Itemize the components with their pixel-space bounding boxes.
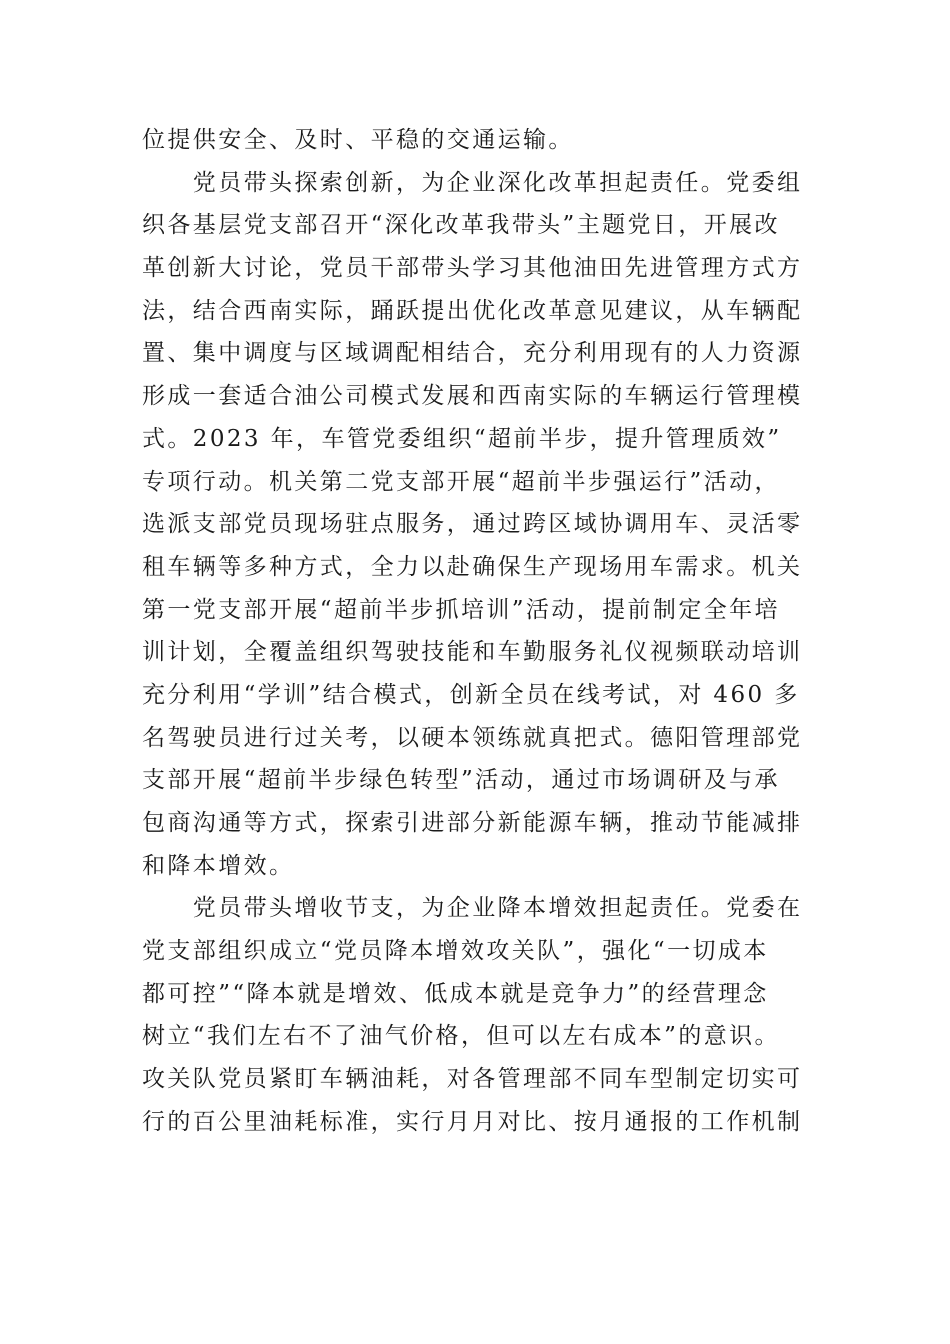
text-line: 形成一套适合油公司模式发展和西南实际的车辆运行管理模 [142,383,803,410]
text-line: 位提供安全、及时、平稳的交通运输。 [142,127,574,153]
text-line: 名驾驶员进行过关考，以硬本领练就真把式。德阳管理部党 [142,724,803,751]
text-line: 党支部组织成立“党员降本增效攻关队”，强化“一切成本 [142,938,769,965]
text-line: 置、集中调度与区域调配相结合，充分利用现有的人力资源 [142,340,803,367]
text-line: 行的百公里油耗标准，实行月月对比、按月通报的工作机制 [142,1108,803,1135]
text-line: 和降本增效。 [142,852,295,879]
text-line: 支部开展“超前半步绿色转型”活动，通过市场调研及与承 [142,767,780,794]
text-line: 式。2023 年，车管党委组织“超前半步，提升管理质效” [142,425,782,452]
text-line: 训计划，全覆盖组织驾驶技能和车勤服务礼仪视频联动培训 [142,639,803,666]
text-line: 第一党支部开展“超前半步抓培训”活动，提前制定全年培 [142,596,780,623]
text-line: 革创新大讨论，党员干部带头学习其他油田先进管理方式方 [142,255,803,282]
text-line: 充分利用“学训”结合模式，创新全员在线考试，对 460 多 [142,681,800,708]
text-line: 都可控”“降本就是增效、低成本就是竞争力”的经营理念 [142,980,769,1007]
text-line: 法，结合西南实际，踊跃提出优化改革意见建议，从车辆配 [142,297,803,324]
text-line: 党员带头探索创新，为企业深化改革担起责任。党委组 [142,169,803,196]
body-text [142,119,812,1144]
text-line: 包商沟通等方式，探索引进部分新能源车辆，推动节能减排 [142,810,803,836]
text-line: 树立“我们左右不了油气价格，但可以左右成本”的意识。 [142,1023,780,1050]
text-line: 专项行动。机关第二党支部开展“超前半步强运行”活动， [142,468,780,495]
text-line: 选派支部党员现场驻点服务，通过跨区域协调用车、灵活零 [142,511,803,538]
text-line: 织各基层党支部召开“深化改革我带头”主题党日，开展改 [142,212,780,239]
text-line: 攻关队党员紧盯车辆油耗，对各管理部不同车型制定切实可 [142,1066,803,1093]
text-line: 租车辆等多种方式，全力以赴确保生产现场用车需求。机关 [142,553,803,580]
text-line: 党员带头增收节支，为企业降本增效担起责任。党委在 [142,895,803,922]
